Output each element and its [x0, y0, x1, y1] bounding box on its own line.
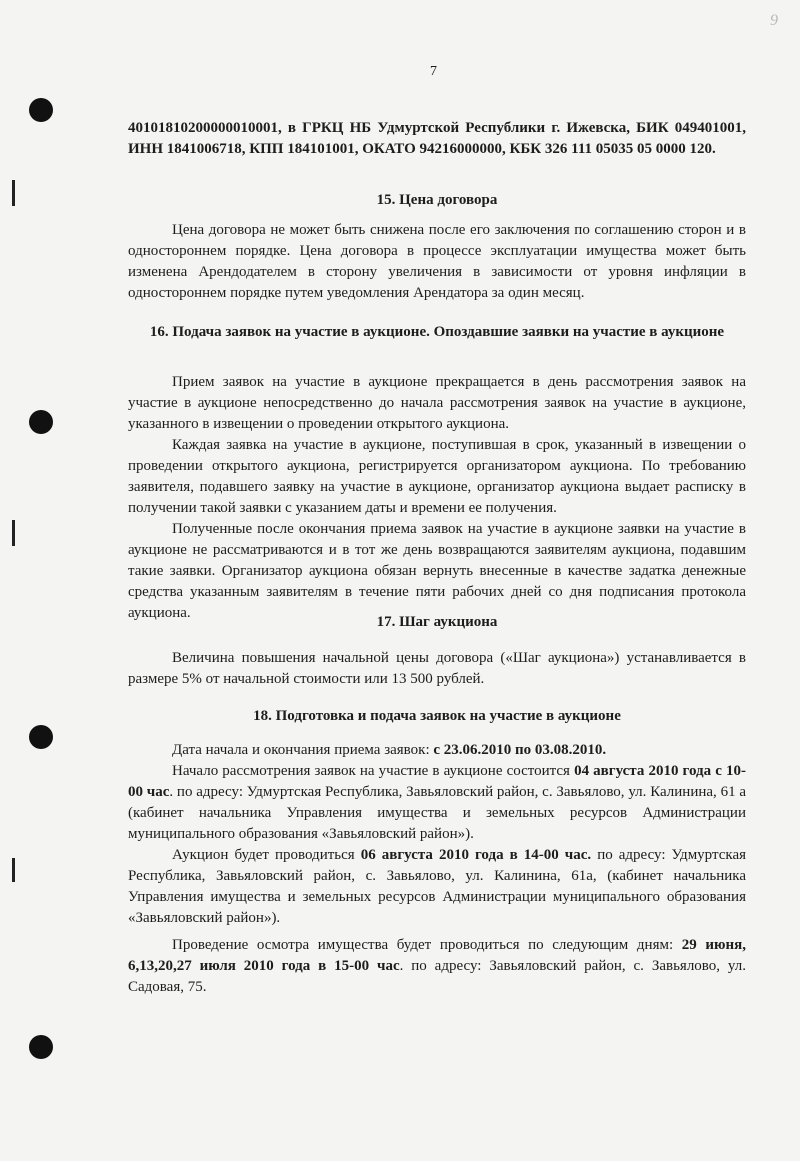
section-17-title: 17. Шаг аукциона [376, 614, 498, 630]
section-16-paragraph-3: Полученные после окончания приема заявок на участие в аукционе заявки на участие в аукционе не рассматриваются и в тот же день возвращаются заявителям аукциона, подавшим такие заявки. Организатор аукциона обязан вернуть внесенные в качестве задатка денежные средства указанным заявителям в течение пяти рабочих дней со дня подписания протокола аукциона. [128, 521, 746, 621]
page-number: 7 [430, 64, 437, 79]
bank-requisites: 40101810200000010001, в ГРКЦ НБ Удмуртской Республики г. Ижевска, БИК 049401001, ИНН 1841006718, КПП 184101001, ОКАТО 94216000000, КБК 326 111 05035 05 0000 120. [128, 120, 746, 157]
section-18-paragraph-1 [128, 740, 746, 761]
text-run: Проведение осмотра имущества будет проводиться по следующим дням: [172, 937, 682, 953]
text-run: . по адресу: Завьяловский район, с. Завьялово, ул. Садовая, 75. [128, 958, 746, 995]
binding-mark [12, 180, 15, 206]
binding-mark [12, 520, 15, 546]
section-15-text: Цена договора не может быть снижена после его заключения по соглашению сторон и в одностороннем порядке. Цена договора в процессе эксплуатации имущества может быть изменена Арендодателем в сторону увеличения в зависимости от уровня инфляции в одностороннем порядке путем уведомления Арендатора за один месяц. [128, 222, 746, 301]
section-15-title: 15. Цена договора [376, 192, 498, 208]
section-18-paragraph-4 [128, 935, 746, 998]
section-16-text [128, 372, 746, 624]
section-18-title: 18. Подготовка и подача заявок на участие в аукционе [253, 708, 621, 724]
punch-hole-mark [29, 98, 53, 122]
section-16-paragraph-2: Каждая заявка на участие в аукционе, поступившая в срок, указанный в извещении о проведении открытого аукциона, регистрируется организатором аукциона. По требованию заявителя, подавшего заявку на участие в аукционе, организатор аукциона выдает расписку в получении такой заявки с указанием даты и времени ее получения. [128, 437, 746, 516]
section-16-title: 16. Подача заявок на участие в аукционе. Опоздавшие заявки на участие в аукционе [149, 324, 725, 340]
text-run: . по адресу: Удмуртская Республика, Завьяловский район, с. Завьялово, ул. Калинина, 61 а (кабинет начальника Управления имущества и земельных ресурсов Администрации муниципального образования «Завьяловский район»). [128, 784, 747, 842]
punch-hole-mark [29, 725, 53, 749]
application-period: с 23.06.2010 по 03.08.2010. [433, 742, 607, 758]
section-18-paragraph-3 [128, 845, 746, 929]
text-run: Дата начала и окончания приема заявок: [172, 742, 434, 758]
punch-hole-mark [29, 1035, 53, 1059]
inspection-dates: 29 июня, 6,13,20,27 июля 2010 года в 15-00 час [128, 937, 746, 974]
corner-sheet-number: 9 [770, 12, 778, 29]
review-date: 04 августа 2010 года с 10-00 час [128, 763, 747, 800]
auction-date: 06 августа 2010 года в 14-00 час. [360, 847, 592, 863]
punch-hole-mark [29, 410, 53, 434]
text-run: Начало рассмотрения заявок на участие в аукционе состоится [172, 763, 575, 779]
text-run: по адресу: Удмуртская Республика, Завьяловский район, с. Завьялово, ул. Калинина, 61а, (кабинет начальника Управления имущества и земельных ресурсов Администрации муниципального образования «Завьяловский район»). [128, 847, 746, 926]
section-16-paragraph-1: Прием заявок на участие в аукционе прекращается в день рассмотрения заявок на участие в аукционе непосредственно до начала рассмотрения заявок на участие в аукционе, указанного в извещении о проведении открытого аукциона. [128, 374, 746, 432]
text-run: Аукцион будет проводиться [172, 847, 361, 863]
section-18-paragraph-2 [128, 761, 746, 845]
section-17-text: Величина повышения начальной цены договора («Шаг аукциона») устанавливается в размере 5% от начальной стоимости или 13 500 рублей. [128, 650, 746, 687]
section-18-text [128, 740, 746, 998]
binding-mark [12, 858, 15, 882]
